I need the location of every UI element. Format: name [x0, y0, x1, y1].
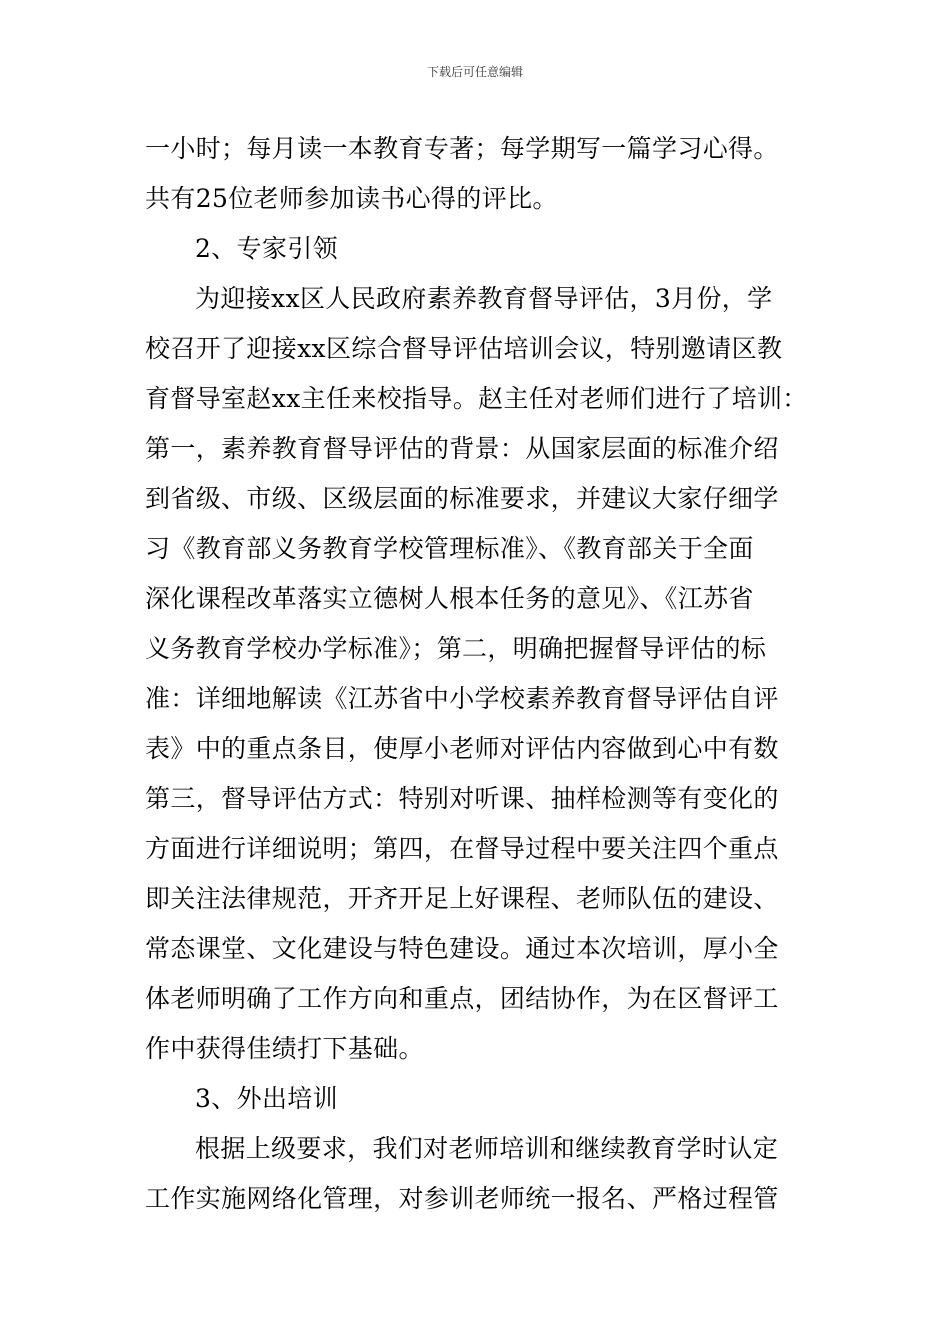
text-line: 习《教育部义务教育学校管理标准》、《教育部关于全面	[145, 534, 754, 563]
text-line: 育督导室赵xx主任来校指导。赵主任对老师们进行了培训：	[145, 384, 808, 413]
text-line: 根据上级要求，我们对老师培训和继续教育学时认定	[195, 1134, 779, 1163]
text-line: 共有25位老师参加读书心得的评比。	[145, 184, 558, 213]
section-heading: 3、外出培训	[195, 1084, 339, 1113]
page-header-note: 下载后可任意编辑	[426, 65, 523, 79]
text-line: 作中获得佳绩打下基础。	[145, 1034, 424, 1063]
text-line: 表》中的重点条目，使厚小老师对评估内容做到心中有数	[145, 734, 779, 763]
text-line: 深化课程改革落实立德树人根本任务的意见》、《江苏省	[145, 584, 754, 613]
text-line: 体老师明确了工作方向和重点，团结协作，为在区督评工	[145, 984, 779, 1013]
text-line: 第一，素养教育督导评估的背景：从国家层面的标准介绍	[145, 434, 779, 463]
text-line: 义务教育学校办学标准》；第二，明确把握督导评估的标	[145, 634, 767, 663]
text-line: 一小时；每月读一本教育专著；每学期写一篇学习心得。	[145, 134, 779, 163]
text-line: 准：详细地解读《江苏省中小学校素养教育督导评估自评	[145, 684, 779, 713]
text-line: 方面进行详细说明；第四，在督导过程中要关注四个重点	[145, 834, 779, 863]
text-line: 第三，督导评估方式：特别对听课、抽样检测等有变化的	[145, 784, 779, 813]
text-line: 常态课堂、文化建设与特色建设。通过本次培训，厚小全	[145, 934, 779, 963]
text-line: 校召开了迎接xx区综合督导评估培训会议，特别邀请区教	[145, 334, 783, 363]
text-line: 即关注法律规范，开齐开足上好课程、老师队伍的建设、	[145, 884, 779, 913]
text-line: 到省级、市级、区级层面的标准要求，并建议大家仔细学	[145, 484, 779, 513]
text-line: 为迎接xx区人民政府素养教育督导评估，3月份，学	[195, 284, 773, 313]
text-line: 工作实施网络化管理，对参训老师统一报名、严格过程管	[145, 1184, 779, 1213]
section-heading: 2、专家引领	[195, 234, 339, 263]
